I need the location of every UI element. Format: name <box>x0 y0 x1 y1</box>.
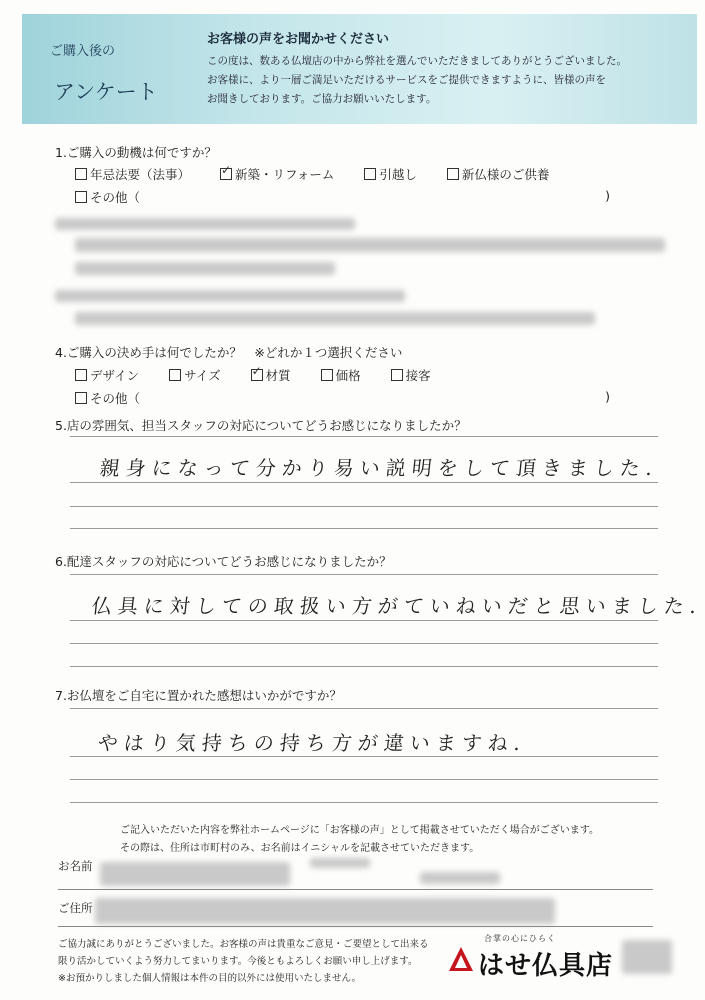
other-label: その他（ <box>90 190 141 205</box>
checkbox[interactable] <box>391 369 403 381</box>
redacted-block <box>622 940 672 974</box>
q1-option[interactable] <box>75 167 190 182</box>
q1-option[interactable] <box>364 167 417 182</box>
footer-line: ※お預かりしました個人情報は本件の目的以外には使用いたしません。 <box>58 973 362 984</box>
name-label: お名前 <box>58 859 93 873</box>
answer-line <box>70 574 658 575</box>
q1-option[interactable] <box>447 167 550 182</box>
footer-line: 限り活かしていくよう努力してまいります。今後ともよろしくお願い申し上げます。 <box>58 956 418 967</box>
option-label: 接客 <box>405 368 431 383</box>
answer-line <box>70 643 658 644</box>
question-7: 7.お仏壇をご自宅に置かれた感想はいかがですか？ <box>55 688 342 703</box>
publication-notice <box>120 822 599 858</box>
answer-line <box>70 666 658 667</box>
option-label: 材質 <box>265 368 291 383</box>
checkbox[interactable] <box>321 369 333 381</box>
q1-other[interactable] <box>75 188 140 206</box>
checkbox[interactable] <box>75 369 87 381</box>
redacted-block <box>420 872 500 884</box>
question-6: 6.配達スタッフの対応についてどうお感じになりましたか？ <box>55 554 392 569</box>
option-label: 年忌法要（法事） <box>90 167 191 182</box>
address-label: ご住所 <box>58 901 93 915</box>
q5-handwritten-answer[interactable]: 親身になって分かり易い説明をして頂きました. <box>98 456 660 480</box>
question-4: 4.ご購入の決め手は何でしたか？ ※どれか１つ選択ください <box>55 345 403 360</box>
header-left-subtitle: アンケート <box>54 80 158 104</box>
answer-line <box>70 756 658 757</box>
redacted-block <box>75 312 595 325</box>
q6-handwritten-answer[interactable]: 仏具に対しての取扱い方がていねいだと思いました. <box>90 594 704 618</box>
redacted-block <box>75 238 665 252</box>
other-label: その他（ <box>90 391 141 406</box>
checkbox-checked[interactable] <box>251 369 263 381</box>
answer-line <box>70 779 658 780</box>
header-left-title: ご購入後の <box>50 44 116 59</box>
q4-other-close: ) <box>605 389 610 404</box>
checkbox[interactable] <box>75 191 87 203</box>
q1-options <box>75 165 575 183</box>
redacted-address <box>95 898 555 924</box>
address-underline <box>58 926 653 927</box>
redacted-block <box>310 858 370 868</box>
checkbox[interactable] <box>75 168 87 180</box>
name-underline <box>58 889 653 890</box>
footer-line: ご協力誠にありがとうございました。お客様の声は貴重なご意見・ご要望として出来る <box>58 939 429 950</box>
answer-line <box>70 708 658 709</box>
header-title: お客様の声をお聞かせください <box>207 32 390 47</box>
answer-line <box>70 436 658 437</box>
redacted-block <box>55 218 355 230</box>
footer-note <box>58 936 429 987</box>
option-label: 新仏様のご供養 <box>461 167 550 182</box>
q4-option[interactable] <box>251 368 291 383</box>
survey-header <box>22 14 697 124</box>
answer-line <box>70 506 658 507</box>
option-label: サイズ <box>184 368 221 383</box>
q4-option[interactable] <box>75 368 139 383</box>
notice-line: ご記入いただいた内容を弊社ホームページに「お客様の声」として掲載させていただく場合がございます。 <box>120 825 599 836</box>
q4-option[interactable] <box>391 368 431 383</box>
checkbox[interactable] <box>169 369 181 381</box>
notice-line: その際は、住所は市町村のみ、お名前はイニシャルを記載させていただきます。 <box>120 843 480 854</box>
question-5: 5.店の雰囲気、担当スタッフの対応についてどうお感じになりましたか？ <box>55 418 467 433</box>
header-intro <box>207 52 687 109</box>
checkbox[interactable] <box>447 168 459 180</box>
question-1: 1.ご購入の動機は何ですか？ <box>55 145 217 160</box>
brand-slogan: 合掌の心にひらく <box>484 934 556 943</box>
checkbox[interactable] <box>364 168 376 180</box>
intro-line: お客様に、より一層ご満足いただけるサービスをご提供できますように、皆様の声を <box>207 74 606 86</box>
q4-other[interactable] <box>75 389 140 407</box>
q1-option[interactable] <box>220 167 334 182</box>
redacted-name <box>100 862 290 886</box>
option-label: 引越し <box>379 167 417 182</box>
checkbox[interactable] <box>75 392 87 404</box>
option-label: デザイン <box>90 368 140 383</box>
checkbox-checked[interactable] <box>220 168 232 180</box>
redacted-block <box>55 290 405 302</box>
intro-line: この度は、数ある仏壇店の中から弊社を選んでいただきましてありがとうございました。 <box>207 55 627 67</box>
answer-line <box>70 620 658 621</box>
answer-line <box>70 802 658 803</box>
q4-option[interactable] <box>321 368 361 383</box>
answer-line <box>70 482 658 483</box>
q1-other-close: ) <box>605 188 610 203</box>
brand-logo <box>448 933 628 983</box>
redacted-block <box>75 262 335 275</box>
answer-line <box>70 528 658 529</box>
intro-line: お聞きしております。ご協力お願いいたします。 <box>207 93 437 105</box>
mountain-icon <box>448 946 474 972</box>
q7-handwritten-answer[interactable]: やはり気持ちの持ち方が違いますね. <box>96 731 528 755</box>
q4-option[interactable] <box>169 368 221 383</box>
q4-options <box>75 366 457 384</box>
option-label: 価格 <box>335 368 361 383</box>
brand-name: はせ仏具店 <box>478 951 614 981</box>
option-label: 新築・リフォーム <box>235 167 335 182</box>
